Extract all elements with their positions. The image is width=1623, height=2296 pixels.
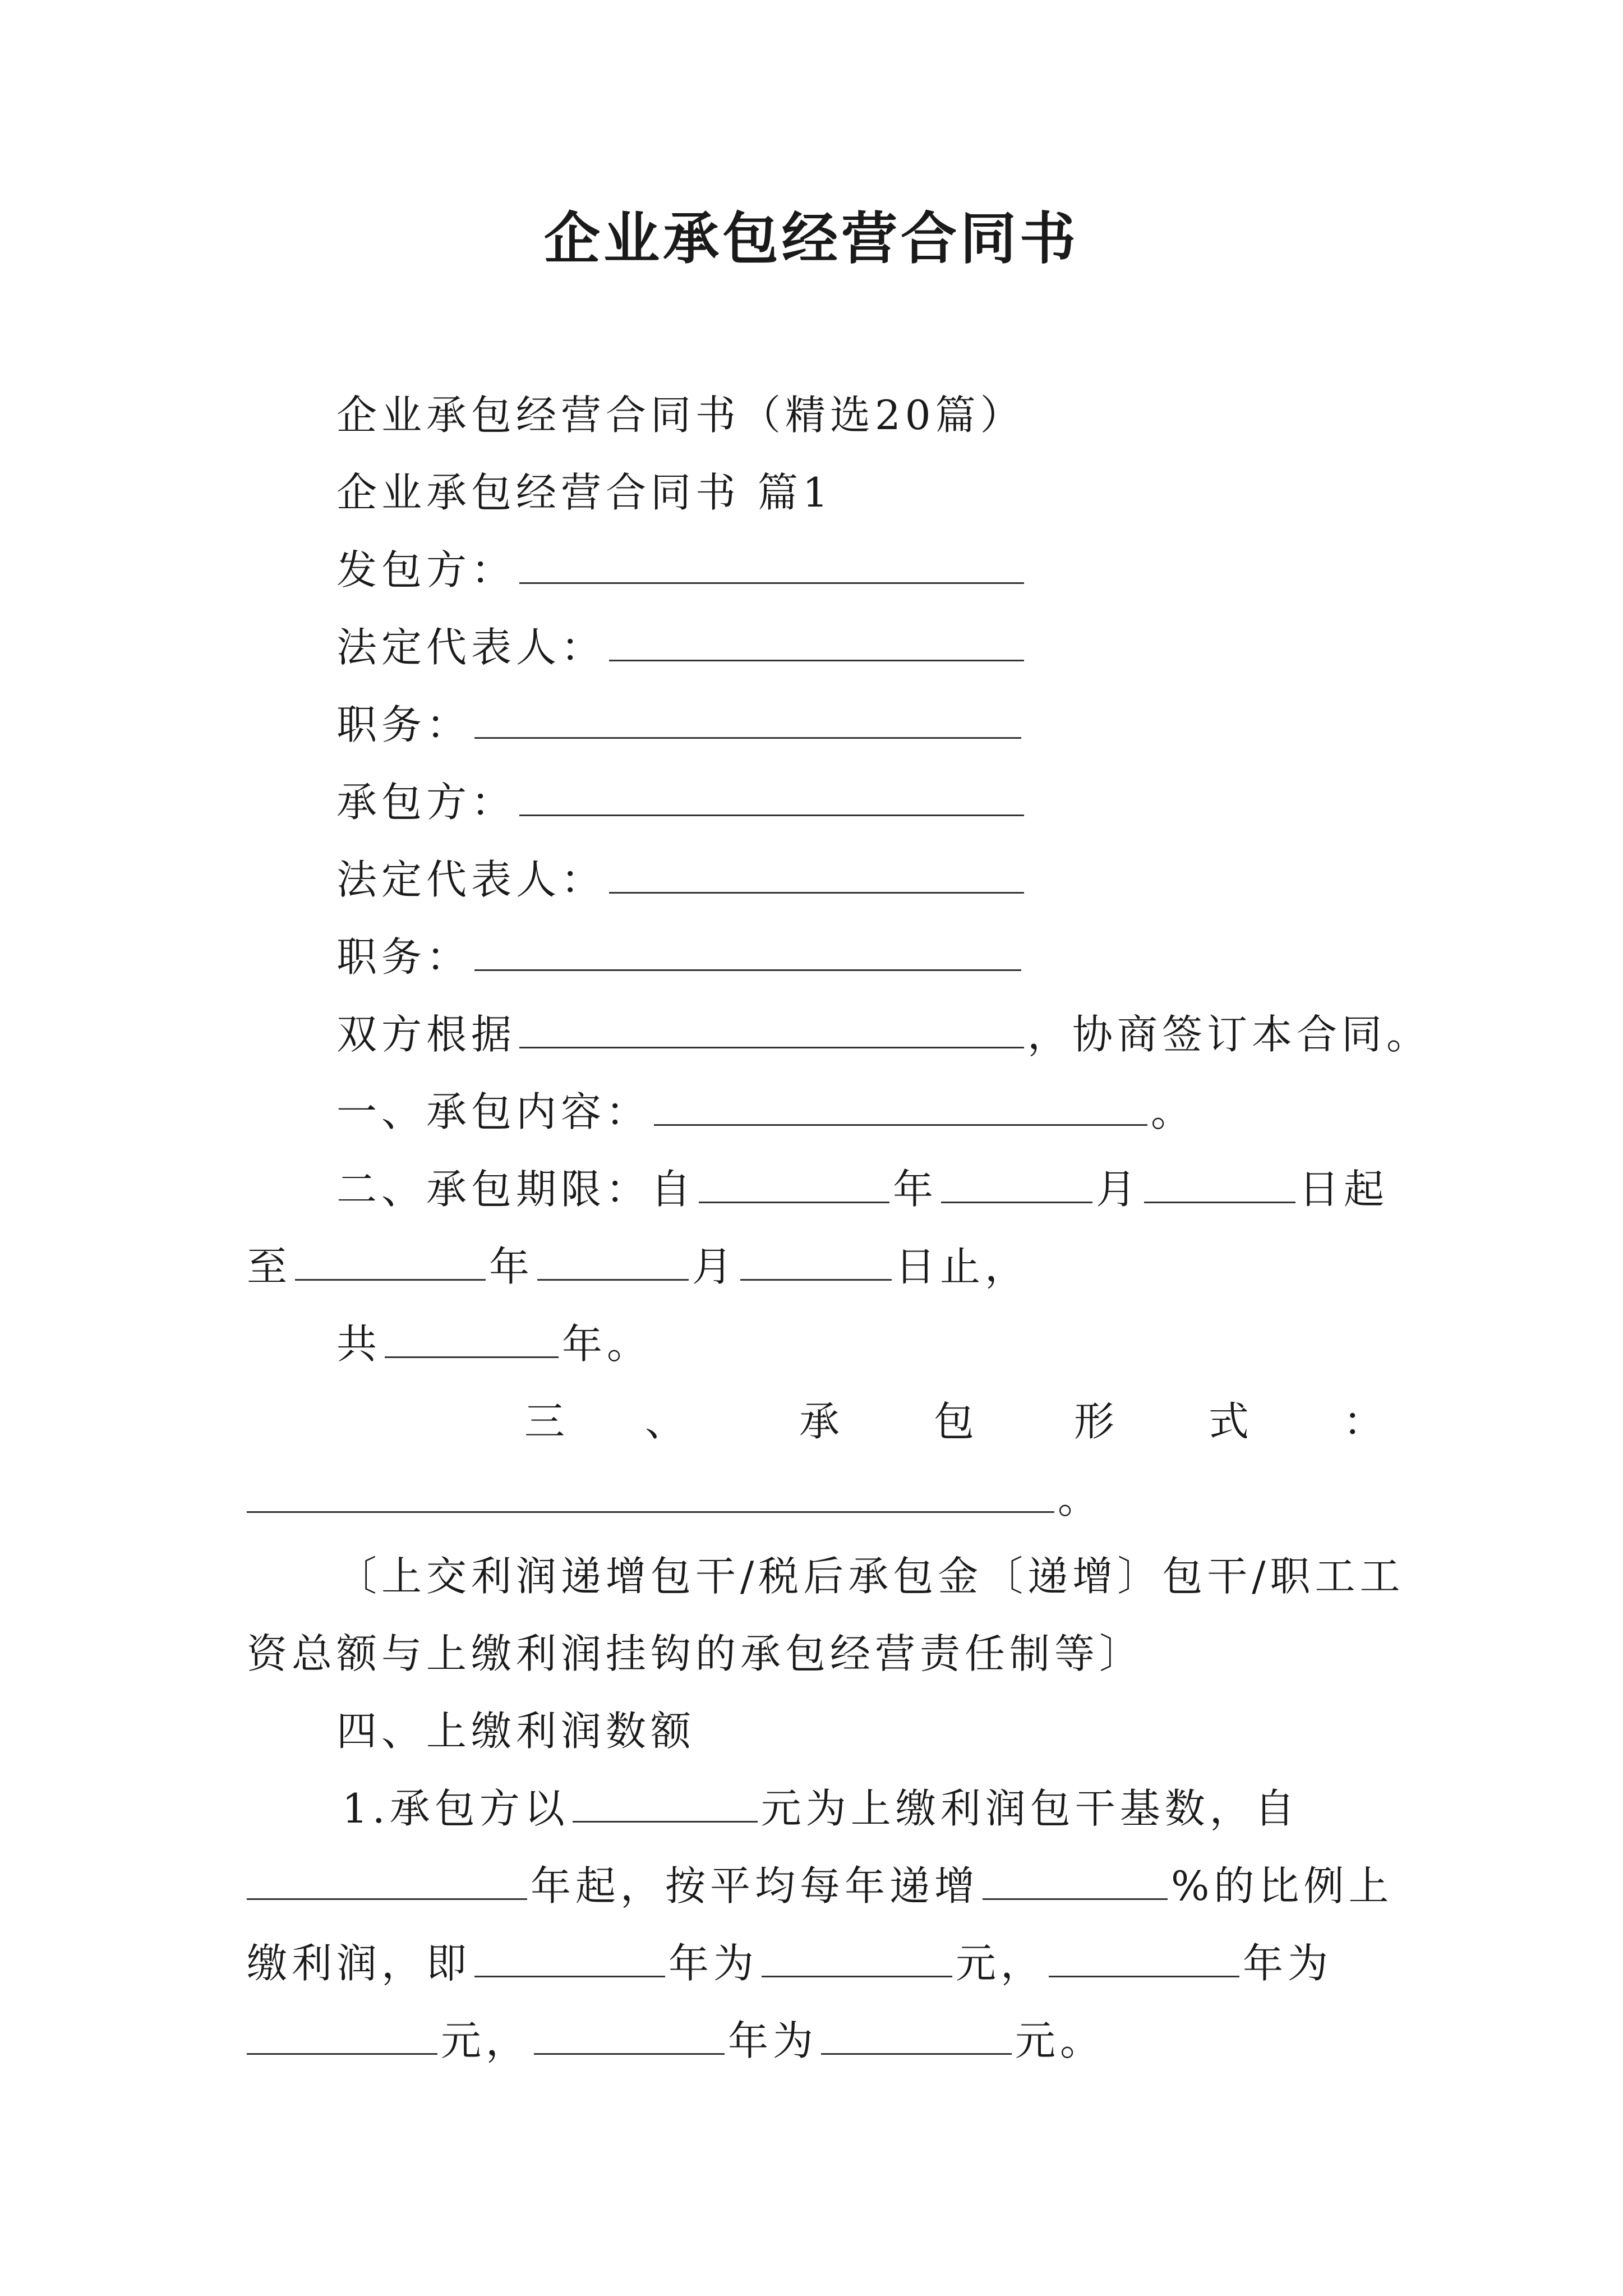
party-b-row xyxy=(336,774,1027,830)
clause4-yuan-comma: 元， xyxy=(956,1940,1046,1987)
start-day-blank[interactable] xyxy=(1144,1161,1295,1203)
party-a-title-blank[interactable] xyxy=(474,697,1021,739)
party-b-rep-row xyxy=(336,852,1027,908)
party-b-rep-blank[interactable] xyxy=(609,852,1024,894)
clause3-char: 承 xyxy=(799,1398,840,1445)
party-a-rep-label: 法定代表人： xyxy=(336,624,606,671)
subtitle: 企业承包经营合同书（精选20篇） xyxy=(336,392,1025,439)
end-month-blank[interactable] xyxy=(537,1239,689,1281)
clause4-year-is-2: 年为 xyxy=(1243,1940,1333,1987)
clause4-yuan-comma-2: 元， xyxy=(441,2017,531,2064)
clause4-row2 xyxy=(247,1858,1393,1914)
clause4-l1-prefix: 1.承包方以 xyxy=(342,1785,569,1832)
clause2-row2 xyxy=(247,1239,1030,1295)
clause4-l2-suffix: %的比例上 xyxy=(1171,1862,1394,1910)
basis-row xyxy=(336,1006,1431,1062)
party-a-label: 发包方： xyxy=(336,546,517,593)
clause4-heading: 四、上缴利润数额 xyxy=(336,1708,696,1755)
party-a-title-label: 职务： xyxy=(336,701,472,748)
clause3-char: 包 xyxy=(934,1398,975,1445)
party-b-title-blank[interactable] xyxy=(474,929,1021,971)
party-a-rep-row xyxy=(336,619,1027,675)
clause4-row3 xyxy=(247,1935,1332,1991)
party-b-title-row xyxy=(336,929,1025,985)
party-a-title-row xyxy=(336,697,1025,753)
amount-2-blank[interactable] xyxy=(247,2013,437,2055)
clause4-yuan-end: 元。 xyxy=(1015,2017,1105,2064)
party-b-title-label: 职务： xyxy=(336,933,472,981)
clause3-note-line2: 资总额与上缴利润挂钩的承包经营责任制等〕 xyxy=(247,1630,1145,1677)
clause2-month-2: 月 xyxy=(692,1243,737,1290)
year-2-blank[interactable] xyxy=(1049,1935,1239,1977)
clause3-char: 式 xyxy=(1209,1398,1249,1445)
clause2-prefix: 二、承包期限：自 xyxy=(336,1166,696,1213)
start-month-blank[interactable] xyxy=(941,1161,1092,1203)
clause3-end: 。 xyxy=(1058,1475,1103,1522)
clause3-char: 形 xyxy=(1074,1398,1115,1445)
increase-rate-blank[interactable] xyxy=(983,1858,1168,1900)
clause3-blank[interactable] xyxy=(247,1471,1054,1513)
clause1-row xyxy=(336,1084,1196,1140)
clause2-month: 月 xyxy=(1096,1166,1141,1213)
clause4-year-is: 年为 xyxy=(668,1940,759,1987)
amount-1-blank[interactable] xyxy=(762,1935,952,1977)
basis-suffix: ，协商签订本合同。 xyxy=(1027,1011,1432,1058)
start-year-profit-blank[interactable] xyxy=(247,1858,527,1900)
clause3-heading xyxy=(0,1393,1623,1450)
clause1-blank[interactable] xyxy=(654,1084,1147,1126)
party-a-row xyxy=(336,542,1027,598)
party-b-blank[interactable] xyxy=(519,774,1024,816)
clause1-prefix: 一、承包内容： xyxy=(336,1088,651,1135)
clause4-l1-suffix: 元为上缴利润包干基数，自 xyxy=(760,1785,1299,1832)
clause2-row3 xyxy=(336,1316,652,1372)
clause3-blank-row xyxy=(247,1471,1103,1527)
year-1-blank[interactable] xyxy=(474,1935,665,1977)
year-3-blank[interactable] xyxy=(534,2013,725,2055)
total-years-blank[interactable] xyxy=(385,1316,559,1358)
clause2-to: 至 xyxy=(247,1243,292,1290)
end-day-blank[interactable] xyxy=(740,1239,892,1281)
clause2-row1 xyxy=(336,1161,1389,1217)
party-b-rep-label: 法定代表人： xyxy=(336,856,606,903)
clause4-l3-prefix: 缴利润，即 xyxy=(247,1940,472,1987)
base-amount-blank[interactable] xyxy=(573,1780,758,1823)
amount-3-blank[interactable] xyxy=(821,2013,1012,2055)
start-year-blank[interactable] xyxy=(699,1161,889,1203)
party-a-rep-blank[interactable] xyxy=(609,619,1024,661)
basis-blank[interactable] xyxy=(519,1006,1024,1048)
clause2-year: 年 xyxy=(893,1166,938,1213)
clause2-day-start: 日起 xyxy=(1299,1166,1389,1213)
party-a-blank[interactable] xyxy=(519,542,1024,584)
clause4-row1 xyxy=(342,1780,1299,1837)
clause2-total-prefix: 共 xyxy=(336,1320,382,1368)
clause2-total-suffix: 年。 xyxy=(562,1320,652,1368)
basis-prefix: 双方根据 xyxy=(336,1011,517,1058)
clause2-year-2: 年 xyxy=(489,1243,534,1290)
clause3-char: 、 xyxy=(645,1398,686,1445)
end-year-blank[interactable] xyxy=(295,1239,486,1281)
clause2-day-end: 日止， xyxy=(895,1243,1030,1290)
clause4-year-is-3: 年为 xyxy=(728,2017,818,2064)
party-b-label: 承包方： xyxy=(336,779,517,826)
clause4-l2-mid: 年起，按平均每年递增 xyxy=(531,1862,980,1910)
clause3-note-line1: 〔上交利润递增包干/税后承包金〔递增〕包干/职工工 xyxy=(336,1553,1405,1600)
clause1-suffix: 。 xyxy=(1151,1088,1196,1135)
clause3-char: ： xyxy=(1343,1398,1384,1445)
article-heading: 企业承包经营合同书 篇1 xyxy=(336,469,833,516)
clause4-row4 xyxy=(247,2013,1105,2069)
document-title: 企业承包经营合同书 xyxy=(544,205,1079,272)
clause3-char: 三 xyxy=(524,1398,565,1445)
